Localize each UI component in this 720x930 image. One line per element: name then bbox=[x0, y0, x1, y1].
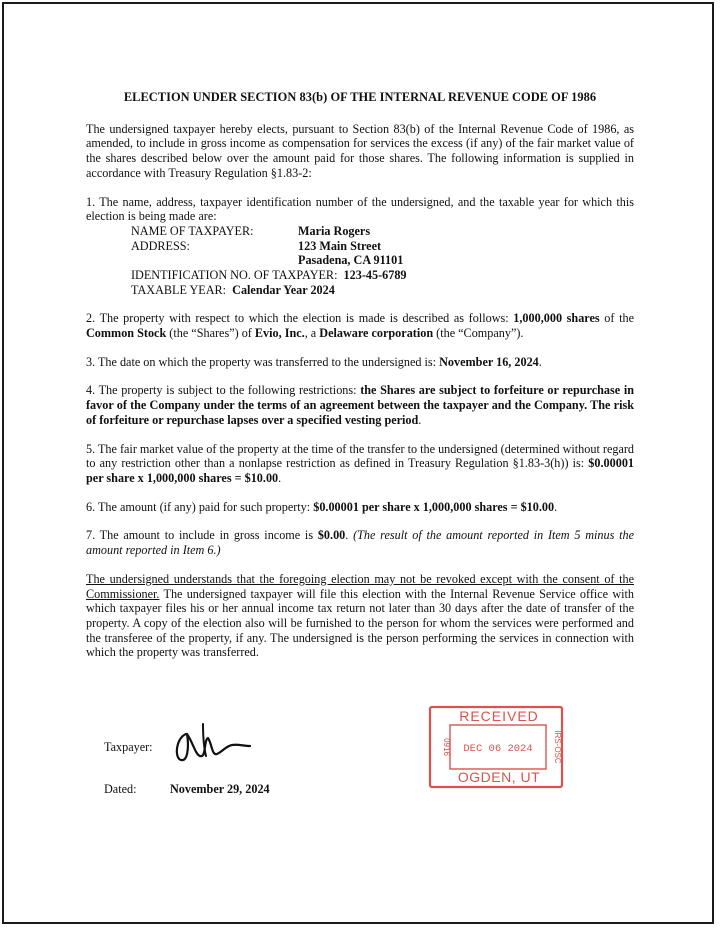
name-row bbox=[86, 224, 634, 239]
stamp-left-code: 0916 bbox=[442, 738, 451, 756]
share-count: 1,000,000 shares bbox=[513, 311, 600, 326]
taxpayer-info-block bbox=[86, 224, 634, 297]
intro-paragraph: The undersigned taxpayer hereby elects, pursuant to Section 83(b) of the Internal Revenue Code of 1986, as amended, to include in gross income as compensation for services the excess (if any) of the fair market value of the shares described below over the amount paid for those shares. The following information is supplied in accordance with Treasury Regulation §1.83-2: bbox=[86, 121, 634, 180]
document-title: ELECTION UNDER SECTION 83(b) OF THE INTERNAL REVENUE CODE OF 1986 bbox=[123, 90, 597, 104]
company-name: Evio, Inc. bbox=[254, 326, 305, 341]
item-3-text: . bbox=[538, 354, 542, 369]
item-2-text: , a bbox=[304, 326, 320, 341]
year-row bbox=[86, 283, 634, 298]
item-2-text: of the bbox=[599, 311, 634, 326]
address-row bbox=[86, 239, 634, 254]
item-2-text: 2. The property with respect to which the election is made is described as follows: bbox=[86, 311, 514, 326]
document-body bbox=[86, 90, 634, 674]
company-jurisdiction: Delaware corporation bbox=[319, 326, 434, 341]
dated-value: November 29, 2024 bbox=[170, 782, 270, 796]
id-label: IDENTIFICATION NO. OF TAXPAYER: bbox=[131, 267, 338, 282]
year-label: TAXABLE YEAR: bbox=[131, 282, 227, 297]
year-value: Calendar Year 2024 bbox=[232, 282, 335, 297]
item-6-text: . bbox=[554, 499, 558, 514]
item-2-paragraph bbox=[86, 311, 634, 340]
item-1-text: 1. The name, address, taxpayer identification number of the undersigned, and the taxable year for which this election is being made are: bbox=[86, 194, 634, 224]
address-label: ADDRESS: bbox=[131, 238, 190, 253]
id-inline bbox=[131, 268, 407, 283]
id-value: 123-45-6789 bbox=[343, 267, 407, 282]
item-7-text: . bbox=[345, 528, 354, 543]
gross-income-amount: $0.00 bbox=[317, 528, 346, 543]
amount-paid: $0.00001 per share x 1,000,000 shares = $10.00 bbox=[313, 499, 555, 514]
item-3-text: 3. The date on which the property was transferred to the undersigned is: bbox=[86, 354, 440, 369]
item-2-text: (the “Company”). bbox=[433, 326, 524, 341]
item-4-paragraph bbox=[86, 383, 634, 427]
item-5-paragraph bbox=[86, 442, 634, 486]
name-label: NAME OF TAXPAYER: bbox=[131, 223, 254, 238]
stock-class: Common Stock bbox=[86, 326, 167, 341]
stamp-right-code: IRS-OSC bbox=[553, 730, 562, 764]
item-7-note: (The result of the amount reported in Item 5 minus the amount reported in Item 6.) bbox=[86, 528, 634, 558]
item-6-paragraph bbox=[86, 500, 634, 515]
item-2-text: (the “Shares”) of bbox=[166, 326, 255, 341]
item-5-text: . bbox=[278, 470, 282, 485]
stamp-date-text: DEC 06 2024 bbox=[463, 743, 533, 755]
item-6-text: 6. The amount (if any) paid for such property: bbox=[86, 499, 314, 514]
name-value: Maria Rogers bbox=[298, 223, 371, 238]
transfer-date: November 16, 2024 bbox=[439, 354, 539, 369]
address-row-2 bbox=[86, 253, 634, 268]
address-line2: Pasadena, CA 91101 bbox=[298, 253, 404, 268]
item-7-text: 7. The amount to include in gross income is bbox=[86, 528, 318, 543]
taxpayer-label: Taxpayer: bbox=[104, 740, 153, 754]
item-3-paragraph bbox=[86, 355, 634, 370]
year-inline bbox=[131, 283, 335, 298]
address-line1: 123 Main Street bbox=[298, 238, 382, 253]
item-4-text: 4. The property is subject to the following restrictions: bbox=[86, 383, 361, 398]
dated-label: Dated: bbox=[104, 782, 137, 796]
item-5-text: 5. The fair market value of the property at the time of the transfer to the undersigned (determined without regard to any restriction other than a nonlapse restriction as defined in Treasury Regulation §1.83-3(h)) is: bbox=[86, 441, 635, 471]
fair-market-value: $0.00001 per share x 1,000,000 shares = $10.00 bbox=[86, 456, 634, 485]
revocation-statement: The undersigned understands that the foregoing election may not be revoked except with the consent of the Commissioner. bbox=[86, 571, 634, 601]
item-7-paragraph bbox=[86, 528, 634, 557]
closing-paragraph bbox=[86, 572, 634, 660]
stamp-location-text: OGDEN, UT bbox=[457, 769, 541, 785]
id-row bbox=[86, 268, 634, 283]
stamp-received-text: RECEIVED bbox=[459, 708, 539, 724]
item-4-text: . bbox=[418, 412, 422, 427]
closing-text: The undersigned taxpayer will file this election with the Internal Revenue Service office with which taxpayer files his or her annual income tax return not later than 30 days after the date of transfer of the property. A copy of the election also will be furnished to the person for whom the services were performed and the transferee of the property, if any. The undersigned is the person performing the services in connection with which the property was transferred. bbox=[86, 586, 634, 660]
restrictions: the Shares are subject to forfeiture or repurchase in favor of the Company under the terms of an agreement between the taxpayer and the Company. The risk of forfeiture or repurchase lapses over a specified vesting period bbox=[86, 383, 634, 427]
